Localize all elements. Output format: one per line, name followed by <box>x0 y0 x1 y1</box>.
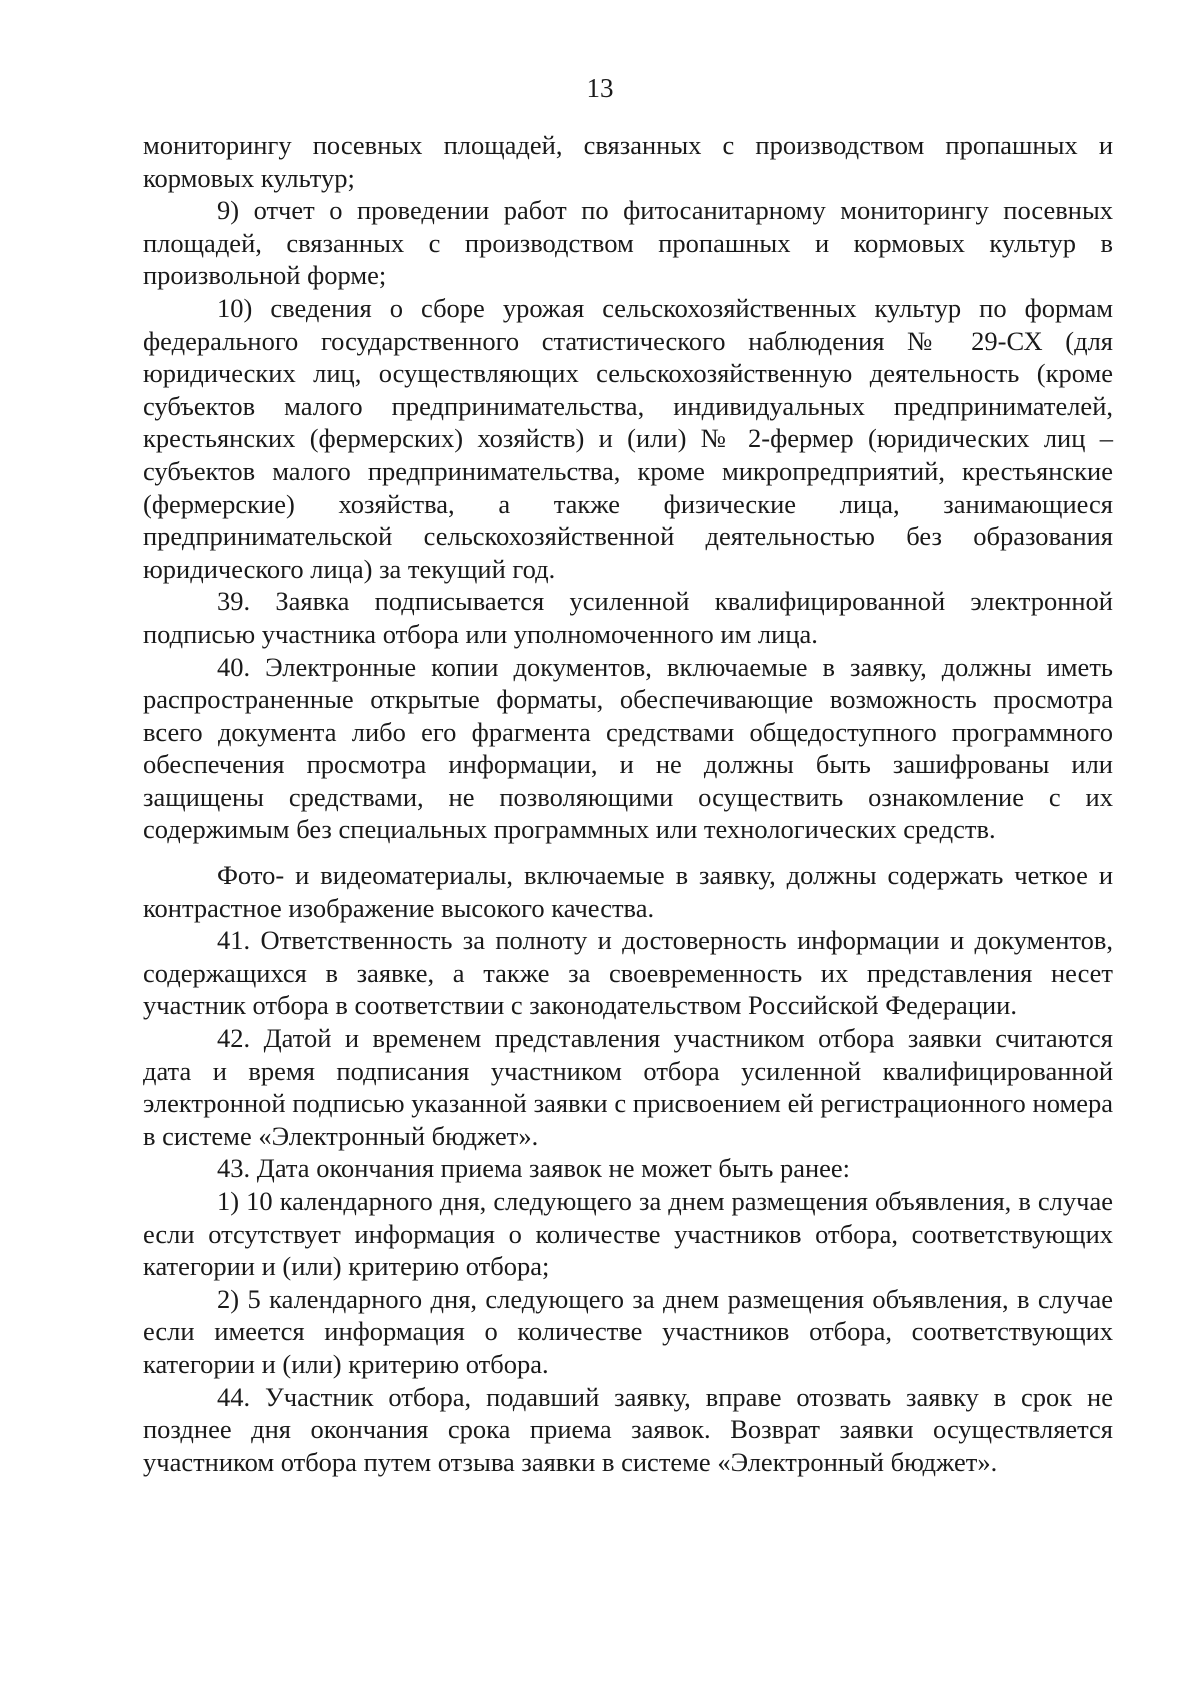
paragraph-continuation: мониторингу посевных площадей, связанных с производством пропашных и кормовых культур; <box>143 130 1113 193</box>
paragraph-43: 43. Дата окончания приема заявок не может быть ранее: <box>217 1153 851 1184</box>
paragraph-42: 42. Датой и временем представления участником отбора заявки считаются дата и время подписания участником отбора усиленной квалифицированной электронной подписью указанной заявки с присвоением ей регистрационного номера в системе «Электронный бюджет». <box>143 1023 1113 1151</box>
paragraph-43-item-1: 1) 10 календарного дня, следующего за днем размещения объявления, в случае если отсутствует информация о количестве участников отбора, соответствующих категории и (или) критерию отбора; <box>143 1186 1113 1282</box>
paragraph-39: 39. Заявка подписывается усиленной квалифицированной электронной подписью участника отбора или уполномоченного им лица. <box>143 586 1113 649</box>
paragraph-photo-video: Фото- и видеоматериалы, включаемые в заявку, должны содержать четкое и контрастное изображение высокого качества. <box>143 860 1113 923</box>
document-body <box>143 129 1113 1478</box>
page-number: 13 <box>586 73 614 103</box>
paragraph-43-item-2: 2) 5 календарного дня, следующего за днем размещения объявления, в случае если имеется информация о количестве участников отбора, соответствующих категории и (или) критерию отбора. <box>143 1283 1113 1379</box>
paragraph-44: 44. Участник отбора, подавший заявку, вправе отозвать заявку в срок не позднее дня окончания срока приема заявок. Возврат заявки осуществляется участником отбора путем отзыва заявки в системе «Электронный бюджет». <box>143 1381 1113 1477</box>
paragraph-item-10: 10) сведения о сборе урожая сельскохозяйственных культур по формам федерального государственного статистического наблюдения № 29-СХ (для юридических лиц, осуществляющих сельскохозяйственную деятельность (кроме субъектов малого предпринимательства, индивидуальных предпринимателей, крестьянских (фермерских) хозяйств) и (или) № 2-фермер (юридических лиц – субъектов малого предпринимательства, кроме микропредприятий, крестьянские (фермерские) хозяйства, а также физические лица, занимающиеся предпринимательской сельскохозяйственной деятельностью без образования юридического лица) за текущий год. <box>143 292 1113 584</box>
paragraph-41: 41. Ответственность за полноту и достоверность информации и документов, содержащихся в заявке, а также за своевременность их представления несет участник отбора в соответствии с законодательством Российской Федерации. <box>143 925 1113 1021</box>
paragraph-item-9: 9) отчет о проведении работ по фитосанитарному мониторингу посевных площадей, связанных с производством пропашных и кормовых культур в произвольной форме; <box>143 195 1113 291</box>
paragraph-40: 40. Электронные копии документов, включаемые в заявку, должны иметь распространенные открытые форматы, обеспечивающие возможность просмотра всего документа либо его фрагмента средствами общедоступного программного обеспечения просмотра информации, и не должны быть зашифрованы или защищены средствами, не позволяющими осуществить ознакомление с их содержимым без специальных программных или технологических средств. <box>143 651 1113 845</box>
